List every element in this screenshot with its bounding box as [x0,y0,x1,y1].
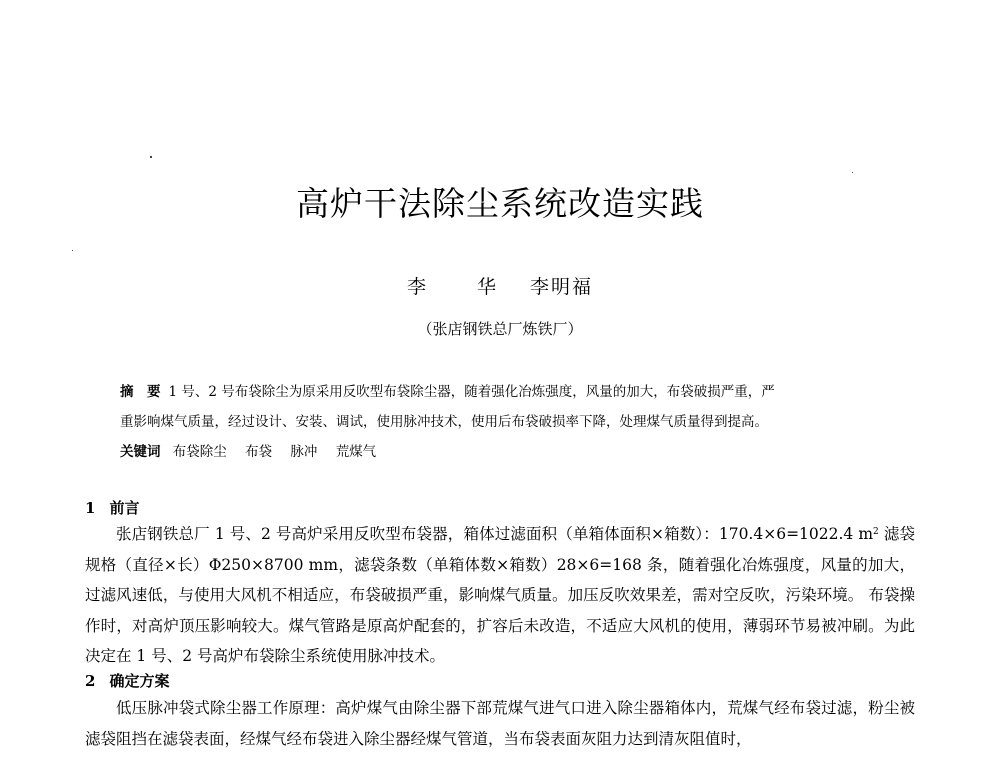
author-name: 李明福 [530,276,594,298]
section-2-body [85,693,915,754]
affiliation: （张店钢铁总厂炼铁厂） [417,320,583,338]
keyword: 荒煤气 [335,444,377,460]
scan-speck [150,156,152,158]
scan-speck [72,250,73,251]
section-number: 2 [85,672,96,690]
abstract-label: 摘 要 [120,384,161,400]
paper-title: 高炉干法除尘系统改造实践 [296,184,704,223]
abstract-text: 1 号、2 号布袋除尘为原采用反吹型布袋除尘器，随着强化冶炼强度，风量的加大，布袋破损严重，严 [168,384,775,400]
section-heading [85,670,169,691]
superscript: 2 [873,527,879,537]
keywords-label: 关键词 [120,444,161,460]
keyword: 脉冲 [290,444,318,460]
keywords-line [120,440,880,460]
paragraph-text: 低压脉冲袋式除尘器工作原理：高炉煤气由除尘器下部荒煤气进气口进入除尘器箱体内，荒煤气经布袋过滤，粉尘被滤袋阻挡在滤袋表面，经煤气经布袋进入除尘器经煤气管道，当布袋表面灰阻力达到清灰阻值时， [85,699,915,748]
section-title: 前言 [109,499,140,517]
section-title: 确定方案 [109,672,170,690]
keyword: 布袋除尘 [172,444,227,460]
scan-speck [852,172,853,173]
paragraph-text: 滤袋规格（直径×长）Φ250×8700 mm，滤袋条数（单箱体数×箱数）28×6=168 条，随着强化冶炼强度，风量的加大，过滤风速低，与使用大风机不相适应，布袋破损严重，影响煤气质量。加压反吹效果差，需对空反吹，污染环境。 布袋操作时，对高炉顶压影响较大。煤气管路是原高炉配套的，扩容后未改造，不适应大风机的使用，薄弱环节易被冲刷。为此决定在 1 号、2 号高炉布袋除尘系统使用脉冲技术。 [85,525,915,665]
abstract-text: 重影响煤气质量，经过设计、安装、调试，使用脉冲技术，使用后布袋破损率下降，处理煤气质量得到提高。 [120,414,768,430]
abstract-line-1 [120,380,880,400]
abstract-line-2 [120,410,880,430]
paragraph-text: 张店钢铁总厂 1 号、2 号高炉采用反吹型布袋器，箱体过滤面积（单箱体面积×箱数）：170.4×6=1022.4 m [116,525,874,543]
author-list [0,272,1000,299]
keyword: 布袋 [245,444,273,460]
section-1-body [85,519,915,672]
section-number: 1 [85,499,96,517]
author-name: 李 华 [406,276,512,298]
section-heading [85,497,139,518]
